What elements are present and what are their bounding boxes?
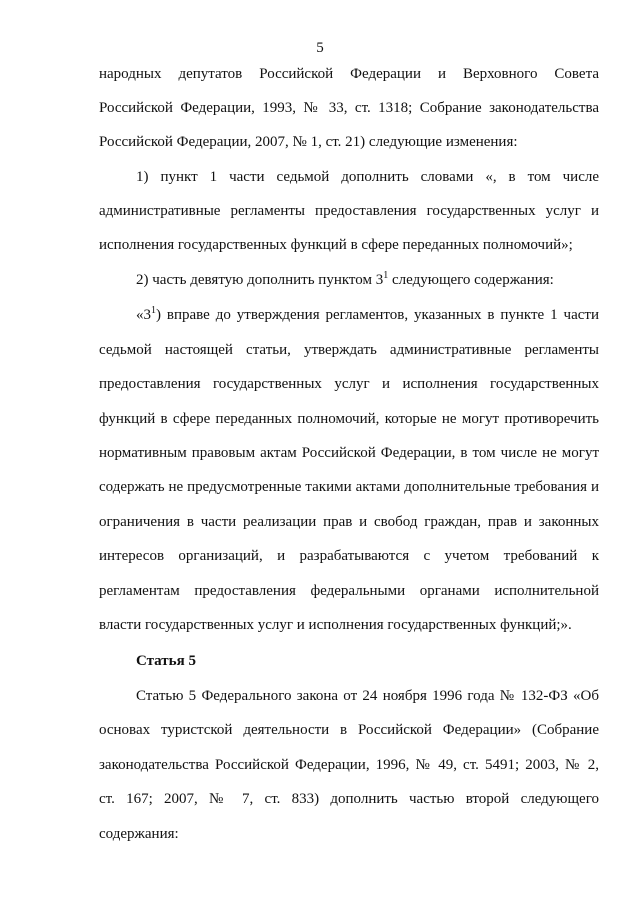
text-fragment: «3 <box>136 307 151 323</box>
text-line <box>136 304 599 326</box>
text-line: Статью 5 Федерального закона от 24 ноября 1996 года № 132-ФЗ «Об <box>136 688 599 704</box>
text-line: ограничения в части реализации прав и свобод граждан, прав и законных <box>99 514 599 530</box>
text-line: народных депутатов Российской Федерации и Верховного Совета <box>99 66 599 82</box>
text-line: 1) пункт 1 части седьмой дополнить словами «, в том числе <box>136 169 599 185</box>
text-line: содержать не предусмотренные такими актами дополнительные требования и <box>99 479 599 495</box>
text-line: Российской Федерации, 2007, № 1, ст. 21) следующие изменения: <box>99 134 518 150</box>
page-number: 5 <box>316 40 324 56</box>
text-line: нормативным правовым актам Российской Федерации, в том числе не могут <box>99 445 599 461</box>
superscript: 1 <box>383 270 389 281</box>
text-line: основах туристской деятельности в Российской Федерации» (Собрание <box>99 722 599 738</box>
text-line <box>136 269 599 291</box>
text-fragment: следующего содержания: <box>388 272 554 288</box>
text-line: власти государственных услуг и исполнения государственных функций;». <box>99 617 572 633</box>
article-heading: Статья 5 <box>136 653 196 669</box>
text-line: содержания: <box>99 826 179 842</box>
text-line: исполнения государственных функций в сфере переданных полномочий»; <box>99 237 573 253</box>
text-line: ст. 167; 2007, № 7, ст. 833) дополнить частью второй следующего <box>99 791 599 807</box>
text-fragment: 2) часть девятую дополнить пунктом 3 <box>136 272 384 288</box>
text-line: административные регламенты предоставления государственных услуг и <box>99 203 599 219</box>
text-line: законодательства Российской Федерации, 1996, № 49, ст. 5491; 2003, № 2, <box>99 757 599 773</box>
text-line: регламентам предоставления федеральными органами исполнительной <box>99 583 599 599</box>
superscript: 1 <box>151 305 156 316</box>
text-line: седьмой настоящей статьи, утверждать административные регламенты <box>99 342 599 358</box>
text-line: предоставления государственных услуг и исполнения государственных <box>99 376 599 392</box>
text-line: Российской Федерации, 1993, № 33, ст. 1318; Собрание законодательства <box>99 100 599 116</box>
text-fragment: ) вправе до утверждения регламентов, указанных в пункте 1 части <box>156 307 599 323</box>
text-line: функций в сфере переданных полномочий, которые не могут противоречить <box>99 411 599 427</box>
text-line: интересов организаций, и разрабатываются с учетом требований к <box>99 548 599 564</box>
